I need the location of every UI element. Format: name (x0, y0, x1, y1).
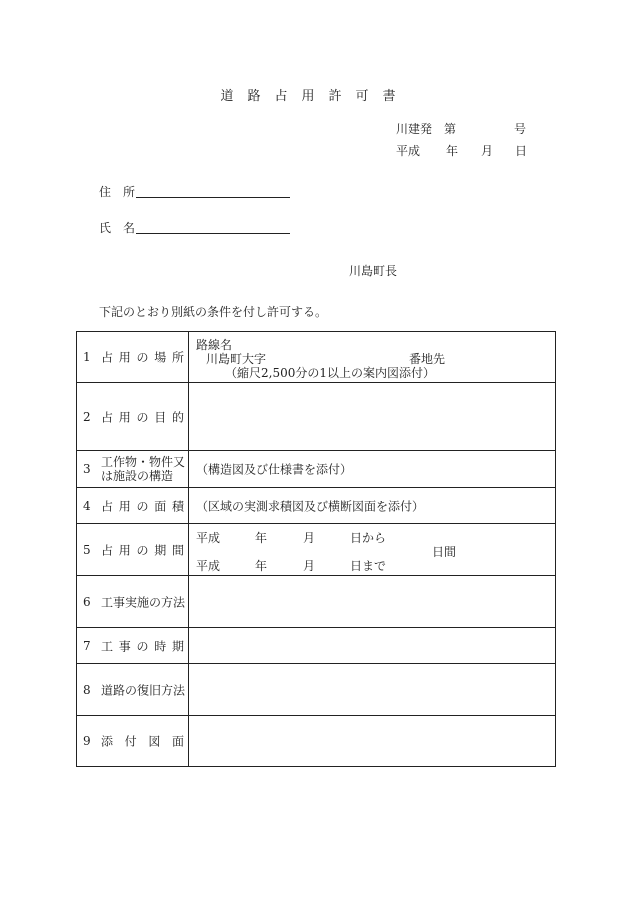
address-label: 住 所 (99, 185, 136, 199)
row-label: 占用の期間 (101, 543, 184, 557)
row-label: 占用の場所 (101, 350, 184, 365)
table-row (77, 576, 556, 628)
row-number: 3 (83, 462, 91, 476)
date-day: 日 (515, 144, 528, 158)
period-to-month: 月 (303, 559, 316, 573)
period-to-era: 平成 (196, 559, 221, 573)
row-number: 9 (83, 734, 91, 748)
row-label-cell (77, 524, 189, 576)
location-cell[interactable] (189, 332, 556, 383)
row-label-cell (77, 576, 189, 628)
route-label: 路線名 (196, 338, 233, 352)
period-from-month: 月 (303, 531, 316, 545)
row-label-cell (77, 383, 189, 451)
row-number: 1 (83, 350, 91, 364)
table-row (77, 716, 556, 767)
table-row (77, 488, 556, 524)
doc-number-prefix: 川建発 (396, 122, 433, 136)
table-row (77, 451, 556, 488)
table-row (77, 332, 556, 383)
period-from-year: 年 (255, 531, 268, 545)
restoration-cell[interactable] (189, 664, 556, 716)
name-field[interactable] (136, 233, 290, 234)
method-cell[interactable] (189, 576, 556, 628)
row-number: 5 (83, 542, 91, 557)
statement: 下記のとおり別紙の条件を付し許可する。 (99, 305, 328, 319)
address-field[interactable] (136, 197, 290, 198)
area-cell[interactable] (189, 488, 556, 524)
row-label-cell (77, 716, 189, 767)
row-label: 占用の面積 (101, 499, 184, 513)
row-number: 2 (83, 409, 91, 424)
banchi-text: 番地先 (409, 352, 446, 366)
period-to-year: 年 (255, 559, 268, 573)
row-label-cell (77, 628, 189, 664)
date-era: 平成 (396, 144, 421, 158)
row-label-line1: 工作物・物件又 (101, 455, 186, 469)
table-row (77, 383, 556, 451)
structure-cell[interactable] (189, 451, 556, 488)
table-row (77, 664, 556, 716)
table-row (77, 524, 556, 576)
date-year: 年 (446, 144, 459, 158)
doc-number-go: 号 (514, 122, 527, 136)
row-number: 8 (83, 682, 91, 697)
page-title: 道路占用許可書 (220, 89, 410, 104)
row-label-line2: は施設の構造 (101, 469, 174, 483)
row-label-cell (77, 488, 189, 524)
structure-note: （構造図及び仕様書を添付） (196, 462, 353, 477)
period-from-era: 平成 (196, 531, 221, 545)
row-number: 4 (83, 498, 91, 513)
area-note: （区域の実測求積図及び横断図面を添付） (196, 499, 425, 513)
row-label-cell (77, 664, 189, 716)
attachments-cell[interactable] (189, 716, 556, 767)
location-note: （縮尺2,500分の1以上の案内図添付） (225, 366, 435, 380)
row-label: 工事の時期 (101, 639, 184, 653)
row-number: 6 (83, 594, 91, 609)
row-label (101, 455, 186, 483)
schedule-cell[interactable] (189, 628, 556, 664)
row-label: 占用の目的 (101, 410, 184, 424)
period-from-day: 日から (350, 531, 387, 545)
doc-number-dai: 第 (444, 122, 457, 136)
row-label-cell (77, 332, 189, 383)
period-cell[interactable] (189, 524, 556, 576)
period-days: 日間 (432, 545, 457, 559)
issuer: 川島町長 (349, 264, 398, 278)
permit-table (76, 331, 556, 767)
row-label: 添付図面 (101, 734, 184, 749)
row-label: 工事実施の方法 (101, 595, 186, 609)
row-label: 道路の復旧方法 (101, 683, 186, 697)
name-label: 氏 名 (99, 221, 136, 235)
row-number: 7 (83, 638, 91, 653)
purpose-cell[interactable] (189, 383, 556, 451)
period-to-day: 日まで (350, 559, 387, 573)
location-text: 川島町大字 (206, 352, 267, 366)
table-row (77, 628, 556, 664)
row-label-cell (77, 451, 189, 488)
date-month: 月 (481, 144, 494, 158)
